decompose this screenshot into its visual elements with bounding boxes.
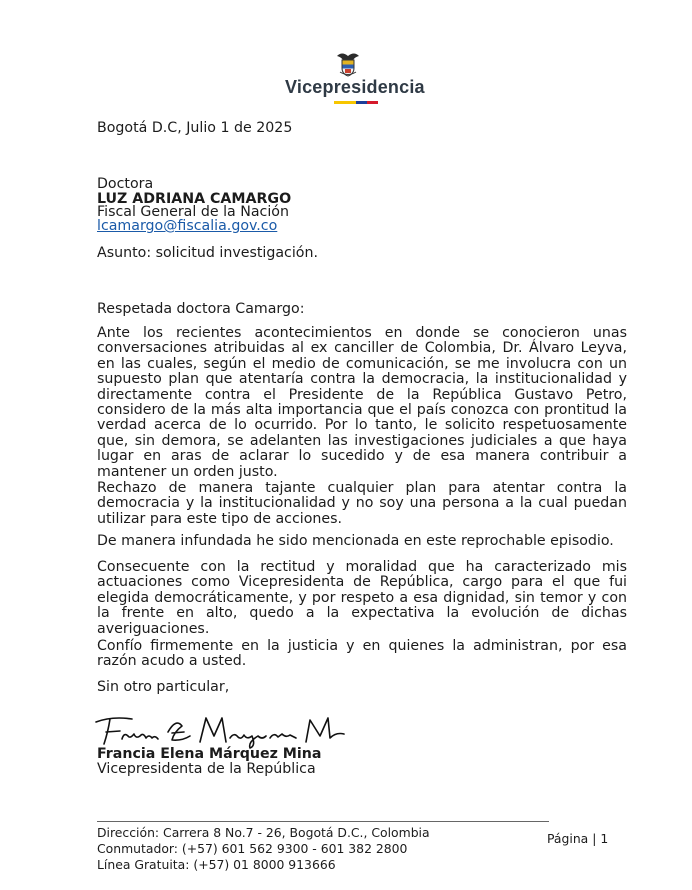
signer-name: Francia Elena Márquez Mina (97, 746, 322, 762)
recipient-position: Fiscal General de la Nación (97, 204, 289, 220)
place-date: Bogotá D.C, Julio 1 de 2025 (97, 120, 293, 136)
signer-title: Vicepresidenta de la República (97, 761, 316, 777)
recipient-title: Doctora (97, 176, 154, 192)
footer-divider (97, 821, 549, 822)
footer-toll-free: Línea Gratuita: (+57) 01 8000 913666 (97, 857, 336, 872)
body-paragraph-1: Ante los recientes acontecimientos en donde se conocieron unas conversaciones atribuidas al ex canciller de Colombia, Dr. Álvaro Leyva, en las cuales, según el medio de comunicación, se me involucra con un supuesto plan que atentaría contra la democracia, la institucionalidad y directamente contra el Presidente de la República Gustavo Petro, considero de la más alta importancia que el país conozca con prontitud la verdad acerca de lo ocurrido. Por lo tanto, le solicito respetuosamente que, sin demora, se adelanten las investigaciones judiciales a que haya lugar en aras de aclarar lo sucedido y de esa manera contribuir a mantener un orden justo. (97, 325, 627, 480)
flag-stripe (334, 101, 378, 104)
footer-address: Dirección: Carrera 8 No.7 - 26, Bogotá D.C., Colombia (97, 825, 430, 840)
letterhead (0, 0, 692, 118)
recipient-email-link[interactable]: lcamargo@fiscalia.gov.co (97, 218, 278, 234)
subject-line: Asunto: solicitud investigación. (97, 245, 318, 261)
body-paragraph-3: De manera infundada he sido mencionada en este reprochable episodio. (97, 533, 614, 549)
footer-phone: Conmutador: (+57) 601 562 9300 - 601 382 2800 (97, 841, 408, 856)
brand-name: Vicepresidencia (285, 77, 425, 97)
closing: Sin otro particular, (97, 679, 230, 695)
salutation: Respetada doctora Camargo: (97, 301, 305, 317)
handwritten-signature (92, 708, 352, 750)
body-paragraph-4: Consecuente con la rectitud y moralidad que ha caracterizado mis actuaciones como Vicepresidenta de República, cargo para el que fui elegida democráticamente, y por respeto a esa dignidad, sin temor y con la frente en alto, quedo a la expectativa la evolución de dichas averiguaciones. (97, 559, 627, 637)
recipient-name: LUZ ADRIANA CAMARGO (97, 191, 292, 207)
coat-of-arms-icon (334, 50, 362, 78)
body-paragraph-2: Rechazo de manera tajante cualquier plan para atentar contra la democracia y la institucionalidad y no soy una persona a la cual puedan utilizar para este tipo de acciones. (97, 480, 627, 527)
body-paragraph-5: Confío firmemente en la justicia y en quienes la administran, por esa razón acudo a usted. (97, 638, 627, 670)
page-number: Página | 1 (547, 831, 609, 846)
